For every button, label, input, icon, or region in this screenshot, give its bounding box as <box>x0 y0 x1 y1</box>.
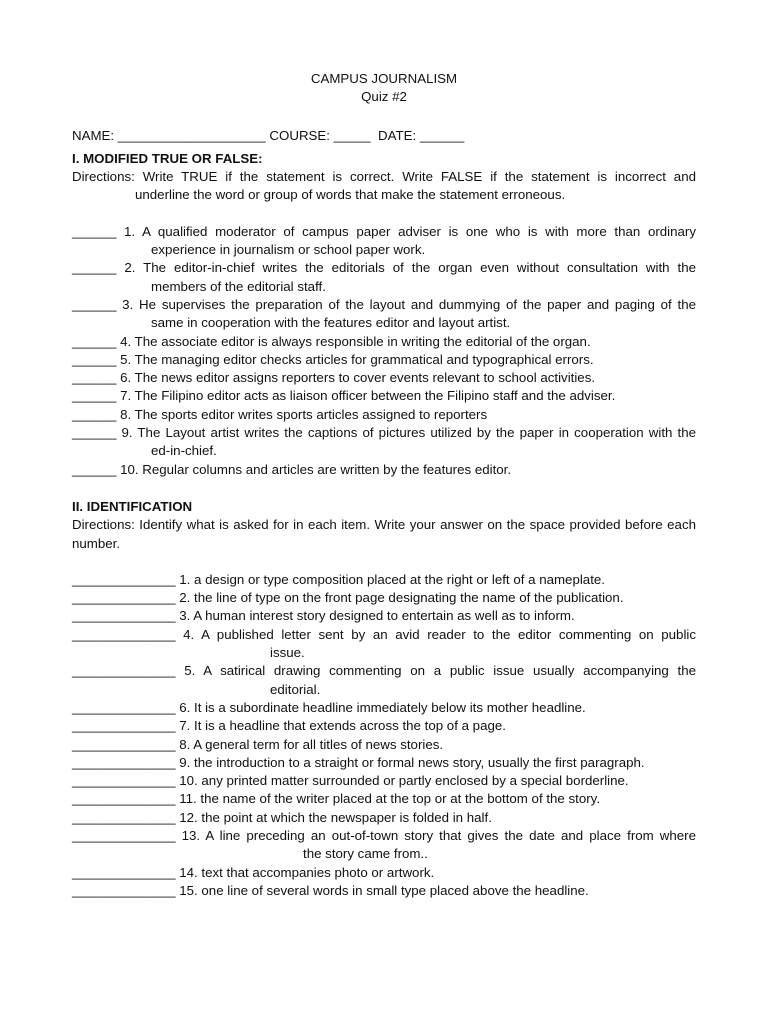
question-line: ______________ 13. A line preceding an out-of-town story that gives the date and place from where <box>72 827 696 843</box>
question-continuation: same in cooperation with the features editor and layout artist. <box>151 315 511 331</box>
question-line: ______________ 5. A satirical drawing commenting on a public issue usually accompanying the <box>72 663 696 679</box>
question-item <box>72 754 696 772</box>
question-item <box>72 717 696 735</box>
page-title: CAMPUS JOURNALISM <box>310 71 458 86</box>
question-item <box>72 809 696 827</box>
question-continuation: the story came from.. <box>303 846 428 862</box>
question-line: ______________ 3. A human interest story designed to entertain as well as to inform. <box>72 608 575 624</box>
question-line: ______________ 4. A published letter sent by an avid reader to the editor commenting on public <box>72 626 696 642</box>
section1-heading: I. MODIFIED TRUE OR FALSE: <box>72 150 263 166</box>
question-item <box>72 351 696 369</box>
question-line: ______ 2. The editor-in-chief writes the editorials of the organ even without consultation with the <box>72 260 696 276</box>
question-line: ______________ 2. the line of type on the front page designating the name of the publication. <box>72 590 624 606</box>
question-line: ______________ 7. It is a headline that extends across the top of a page. <box>72 718 506 734</box>
question-item <box>72 387 696 405</box>
question-line: ______ 4. The associate editor is always responsible in writing the editorial of the organ. <box>72 333 591 349</box>
question-line: ______________ 11. the name of the writer placed at the top or at the bottom of the story. <box>72 791 601 807</box>
question-item <box>72 827 696 864</box>
question-item <box>72 790 696 808</box>
question-item <box>72 699 696 717</box>
question-line: ______________ 14. text that accompanies photo or artwork. <box>72 864 435 880</box>
question-line: ______ 7. The Filipino editor acts as liaison officer between the Filipino staff and the adviser. <box>72 388 616 404</box>
page-subtitle: Quiz #2 <box>361 89 407 105</box>
question-item <box>72 864 696 882</box>
question-item <box>72 772 696 790</box>
question-item <box>72 461 696 479</box>
section2-heading: II. IDENTIFICATION <box>72 498 193 514</box>
question-line: ______ 1. A qualified moderator of campus paper adviser is one who is with more than ordinary <box>72 223 696 239</box>
question-line: ______ 3. He supervises the preparation of the layout and dummying of the paper and paging of the <box>72 296 696 312</box>
question-item <box>72 589 696 607</box>
question-continuation: experience in journalism or school paper work. <box>151 242 426 258</box>
question-continuation: members of the editorial staff. <box>151 278 326 294</box>
question-line: ______________ 6. It is a subordinate headline immediately below its mother headline. <box>72 699 586 715</box>
quiz-page <box>72 70 696 900</box>
question-line: ______ 6. The news editor assigns reporters to cover events relevant to school activities. <box>72 370 596 386</box>
question-item <box>72 736 696 754</box>
question-line: ______________ 8. A general term for all titles of news stories. <box>72 736 444 752</box>
question-line: ______ 5. The managing editor checks articles for grammatical and typographical errors. <box>72 351 594 367</box>
section1-items <box>72 223 696 479</box>
question-item <box>72 296 696 333</box>
question-line: ______________ 15. one line of several words in small type placed above the headline. <box>72 882 589 898</box>
question-line: ______________ 9. the introduction to a straight or formal news story, usually the first paragraph. <box>72 754 645 770</box>
question-item <box>72 333 696 351</box>
question-line: ______ 9. The Layout artist writes the captions of pictures utilized by the paper in cooperation with the <box>72 425 696 441</box>
student-info-line: NAME: ____________________ COURSE: _____ DATE: ______ <box>72 127 465 143</box>
question-item <box>72 882 696 900</box>
question-continuation: ed-in-chief. <box>151 443 217 459</box>
question-item <box>72 662 696 699</box>
section2-directions: Directions: Identify what is asked for in each item. Write your answer on the space provided before each number. <box>72 517 696 551</box>
question-item <box>72 571 696 589</box>
question-item <box>72 406 696 424</box>
question-line: ______ 10. Regular columns and articles are written by the features editor. <box>72 461 512 477</box>
question-item <box>72 424 696 461</box>
section2-items <box>72 571 696 900</box>
question-item <box>72 626 696 663</box>
question-item <box>72 259 696 296</box>
question-continuation: editorial. <box>270 681 321 697</box>
question-item <box>72 607 696 625</box>
question-line: ______________ 1. a design or type composition placed at the right or left of a nameplate. <box>72 571 605 587</box>
question-line: ______________ 10. any printed matter surrounded or partly enclosed by a special borderline. <box>72 773 629 789</box>
section1-directions-line1: Directions: Write TRUE if the statement is correct. Write FALSE if the statement is incorrect and <box>72 169 696 185</box>
section1-directions-line2: underline the word or group of words that make the statement erroneous. <box>135 187 566 203</box>
question-line: ______________ 12. the point at which the newspaper is folded in half. <box>72 809 492 825</box>
question-line: ______ 8. The sports editor writes sports articles assigned to reporters <box>72 406 488 422</box>
question-continuation: issue. <box>270 645 305 661</box>
question-item <box>72 223 696 260</box>
question-item <box>72 369 696 387</box>
